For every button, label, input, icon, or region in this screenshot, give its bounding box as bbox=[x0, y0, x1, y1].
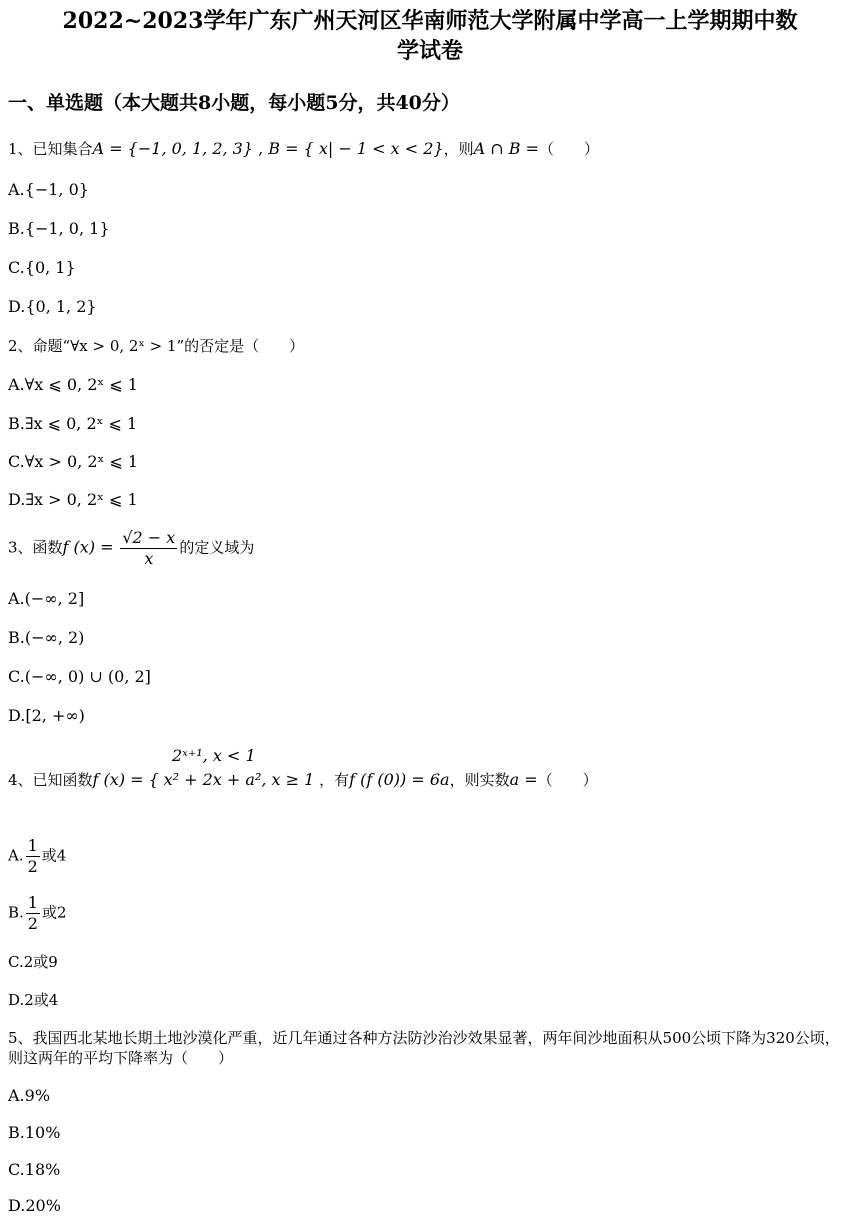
q4-condition: f (f (0)) = 6a bbox=[349, 770, 450, 789]
q4-stem-text-3: ，则实数 bbox=[449, 771, 510, 789]
q1-option-b: B.{−1, 0, 1} bbox=[8, 219, 110, 238]
q3-option-b: B.(−∞, 2) bbox=[8, 628, 85, 647]
q3-option-a: A.(−∞, 2] bbox=[8, 589, 85, 608]
q4-option-b-label: B. bbox=[8, 903, 24, 922]
q3-option-d: D.[2, +∞) bbox=[8, 706, 85, 725]
q3-option-c: C.(−∞, 0) ∪ (0, 2] bbox=[8, 667, 151, 686]
q4-piece-top: 2ˣ⁺¹, x < 1 bbox=[172, 746, 256, 765]
page-title bbox=[0, 6, 860, 66]
q1-option-c: C.{0, 1} bbox=[8, 258, 76, 277]
q4-stem-text-2: ，有 bbox=[319, 771, 350, 789]
question-3-stem bbox=[8, 528, 254, 569]
q4-function: f (x) = { bbox=[92, 770, 159, 789]
section-heading: 一、单选题（本大题共8小题，每小题5分，共40分） bbox=[8, 92, 460, 114]
q4-option-b-numerator: 1 bbox=[27, 893, 38, 912]
title-line-1: 2022~2023学年广东广州天河区华南师范大学附属中学高一上学期期中数 bbox=[62, 8, 798, 34]
q4-option-a-suffix: 或4 bbox=[41, 846, 67, 865]
q3-denominator: x bbox=[144, 549, 154, 568]
q1-expression: A ∩ B = bbox=[473, 139, 540, 158]
q4-option-b-suffix: 或2 bbox=[41, 903, 67, 922]
q1-blank: （ ） bbox=[539, 140, 600, 158]
q4-option-c: C.2或9 bbox=[8, 953, 58, 971]
q2-option-d: D.∃x > 0, 2ˣ ⩽ 1 bbox=[8, 490, 138, 509]
q2-option-c: C.∀x > 0, 2ˣ ⩽ 1 bbox=[8, 452, 139, 471]
q4-variable: a = bbox=[509, 770, 538, 789]
title-line-2: 学试卷 bbox=[396, 38, 463, 64]
q1-set-b: B = { x| − 1 < x < 2} bbox=[268, 139, 444, 158]
q4-piece-bottom: x² + 2x + a², x ≥ 1 bbox=[163, 770, 315, 789]
q5-option-d: D.20% bbox=[8, 1196, 61, 1215]
q3-numerator: √2 − x bbox=[122, 528, 176, 547]
q4-stem-text: 4、已知函数 bbox=[8, 771, 93, 789]
q1-option-a: A.{−1, 0} bbox=[8, 180, 89, 199]
q1-stem-text: 1、已知集合 bbox=[8, 140, 93, 158]
q4-option-b bbox=[8, 893, 67, 934]
question-2-stem: 2、命题“∀x > 0, 2ˣ > 1”的否定是（ ） bbox=[8, 337, 305, 355]
question-1-stem bbox=[8, 139, 599, 159]
q2-option-b: B.∃x ⩽ 0, 2ˣ ⩽ 1 bbox=[8, 414, 138, 433]
q4-option-a bbox=[8, 836, 66, 877]
q4-option-a-label: A. bbox=[8, 846, 24, 865]
q4-option-b-fraction bbox=[26, 893, 40, 934]
q3-stem-text: 3、函数 bbox=[8, 538, 63, 557]
q1-separator: , bbox=[253, 139, 269, 158]
q2-option-a: A.∀x ⩽ 0, 2ˣ ⩽ 1 bbox=[8, 375, 138, 394]
question-4-stem bbox=[8, 770, 598, 790]
q1-option-d: D.{0, 1, 2} bbox=[8, 297, 97, 316]
q4-option-a-fraction bbox=[26, 836, 40, 877]
q4-option-d: D.2或4 bbox=[8, 991, 59, 1009]
question-5-stem: 5、我国西北某地长期土地沙漠化严重，近几年通过各种方法防沙治沙效果显著，两年间沙地面积从500公顷下降为320公顷，则这两年的平均下降率为（ ） bbox=[8, 1029, 840, 1067]
q3-stem-text-2: 的定义域为 bbox=[179, 538, 255, 557]
q5-option-a: A.9% bbox=[8, 1086, 51, 1105]
q1-set-a: A = {−1, 0, 1, 2, 3} bbox=[92, 139, 254, 158]
q5-option-b: B.10% bbox=[8, 1123, 61, 1142]
q5-option-c: C.18% bbox=[8, 1160, 61, 1179]
q4-option-b-denominator: 2 bbox=[27, 914, 38, 933]
q1-stem-text-2: ，则 bbox=[443, 140, 474, 158]
q4-option-a-denominator: 2 bbox=[27, 857, 38, 876]
q3-fraction bbox=[120, 528, 177, 569]
q4-blank: （ ） bbox=[537, 771, 598, 789]
q4-option-a-numerator: 1 bbox=[27, 836, 38, 855]
q3-function: f (x) = bbox=[62, 537, 114, 557]
